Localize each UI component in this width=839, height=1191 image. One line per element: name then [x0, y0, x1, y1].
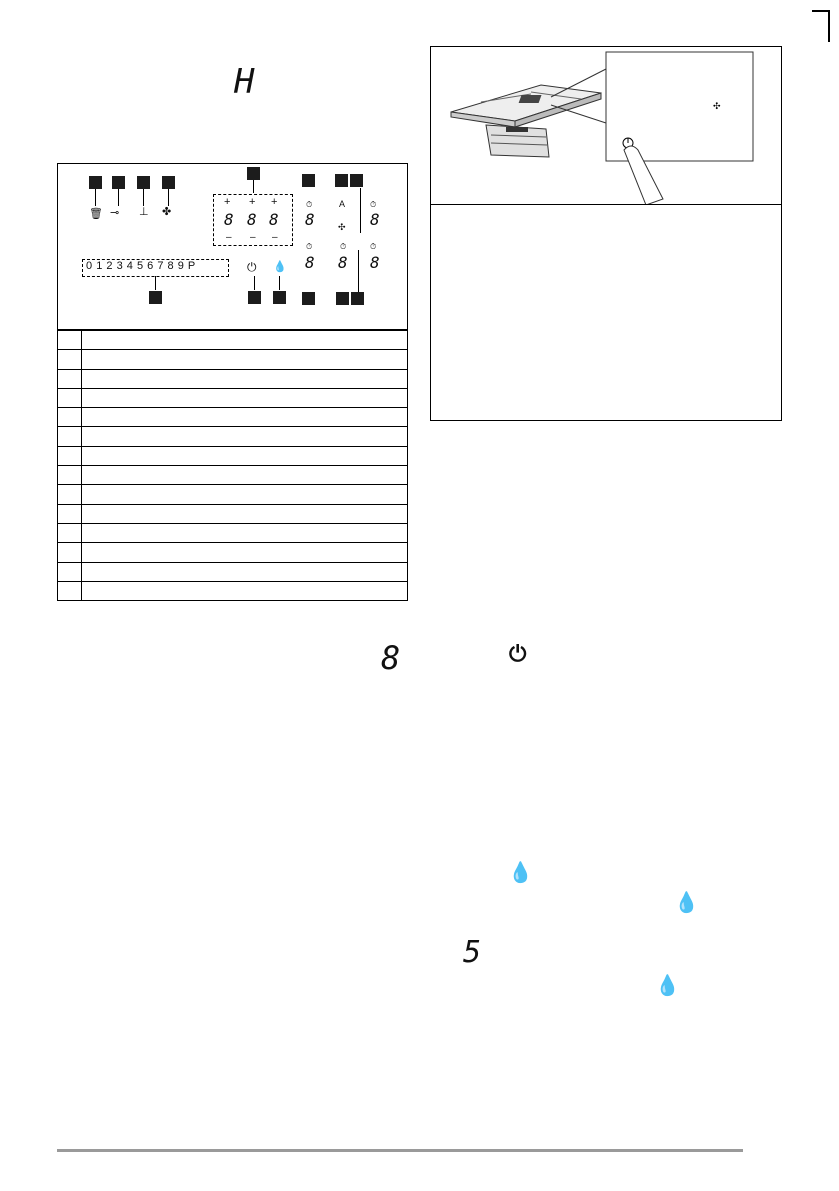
- leader-line: [253, 180, 254, 193]
- zone-digit: 8: [269, 210, 279, 229]
- legend-row: [58, 388, 407, 407]
- leader-line: [168, 189, 169, 206]
- callout-marker: [162, 176, 175, 189]
- scale-item: 0: [86, 260, 93, 272]
- footer-rule: [57, 1149, 743, 1152]
- timer-digit: 8: [305, 253, 315, 272]
- callout-marker: [302, 174, 315, 187]
- leader-line: [254, 276, 255, 290]
- callout-marker: [350, 174, 363, 187]
- callout-marker: [112, 176, 125, 189]
- display-glyph-h: H: [234, 62, 255, 102]
- minus-sign: –: [272, 232, 278, 243]
- legend-row: [58, 369, 407, 388]
- callout-marker: [248, 291, 261, 304]
- legend-row: [58, 407, 407, 426]
- callout-marker: [89, 176, 102, 189]
- zone-digit: 8: [224, 210, 234, 229]
- scale-item: 8: [167, 260, 175, 272]
- legend-row: [58, 465, 407, 484]
- legend-row: [58, 504, 407, 523]
- timer-icon: ⏱: [306, 200, 313, 209]
- timer-icon: ⏱: [370, 200, 377, 209]
- leader-line: [360, 188, 361, 233]
- timer-digit: 8: [370, 253, 380, 272]
- control-panel-diagram: [57, 163, 408, 330]
- callout-marker: [273, 291, 286, 304]
- legend-row: [58, 542, 407, 561]
- drop-icon: 💧: [508, 862, 533, 884]
- callout-marker: [351, 292, 364, 305]
- power-icon: ⏻: [247, 260, 257, 274]
- power-icon: ⏻: [509, 641, 527, 666]
- callout-marker: [149, 291, 162, 304]
- legend-row: [58, 523, 407, 542]
- timer-digit: 8: [338, 253, 348, 272]
- power-scale: [86, 260, 196, 272]
- minus-sign: –: [226, 232, 232, 243]
- timer-icon: ⏱: [306, 242, 313, 251]
- stop-icon: ⊥: [139, 206, 149, 218]
- legend-row: [58, 581, 407, 600]
- legend-row: [58, 446, 407, 465]
- scale-item: 2: [106, 260, 113, 272]
- hob-figure-box: [430, 46, 782, 421]
- leader-line: [155, 276, 156, 290]
- callout-marker: [336, 292, 349, 305]
- timer-icon: ⏱: [340, 242, 347, 251]
- figure-divider: [431, 204, 781, 205]
- legend-table: [57, 330, 408, 601]
- legend-row: [58, 349, 407, 368]
- plus-sign: +: [249, 196, 256, 208]
- scale-item: 9: [177, 260, 185, 272]
- callout-marker: [137, 176, 150, 189]
- leader-line: [118, 189, 119, 206]
- callout-marker: [302, 292, 315, 305]
- display-glyph-eight: 8: [381, 639, 401, 677]
- key-icon: ⊸: [110, 207, 120, 219]
- trash-icon: 🗑: [89, 208, 103, 220]
- timer-digit: 8: [305, 210, 315, 229]
- legend-row: [58, 426, 407, 445]
- scale-item: 5: [136, 260, 144, 272]
- drop-icon: 💧: [655, 975, 680, 997]
- scale-item: P: [187, 260, 196, 272]
- leader-line: [279, 276, 280, 290]
- svg-text:✣: ✣: [713, 102, 721, 112]
- scale-item: 3: [116, 260, 124, 272]
- timer-digit: 8: [370, 210, 380, 229]
- legend-row: [58, 562, 407, 581]
- burner-grid-icon: ✤: [162, 206, 172, 218]
- legend-row: [58, 484, 407, 503]
- zone-digit: 8: [247, 210, 257, 229]
- timer-icon: ⏱: [370, 242, 377, 251]
- auto-label: A: [339, 199, 346, 209]
- scale-item: 4: [126, 260, 134, 272]
- plus-sign: +: [224, 196, 231, 208]
- plus-sign: +: [271, 196, 278, 208]
- legend-row: [58, 330, 407, 349]
- fan-icon: ✣: [338, 222, 346, 232]
- drop-icon: 💧: [273, 261, 287, 273]
- scale-item: 7: [157, 260, 164, 272]
- leader-line: [358, 250, 359, 292]
- leader-line: [95, 189, 96, 206]
- callout-marker: [247, 167, 260, 180]
- minus-sign: –: [250, 232, 256, 243]
- scale-item: 6: [147, 260, 154, 272]
- page-corner-mark: [812, 10, 830, 42]
- leader-line: [143, 189, 144, 206]
- drop-icon: 💧: [674, 892, 699, 914]
- display-glyph-s: 5: [463, 935, 482, 970]
- scale-item: 1: [96, 260, 103, 272]
- hob-illustration: [431, 47, 781, 205]
- callout-marker: [335, 174, 348, 187]
